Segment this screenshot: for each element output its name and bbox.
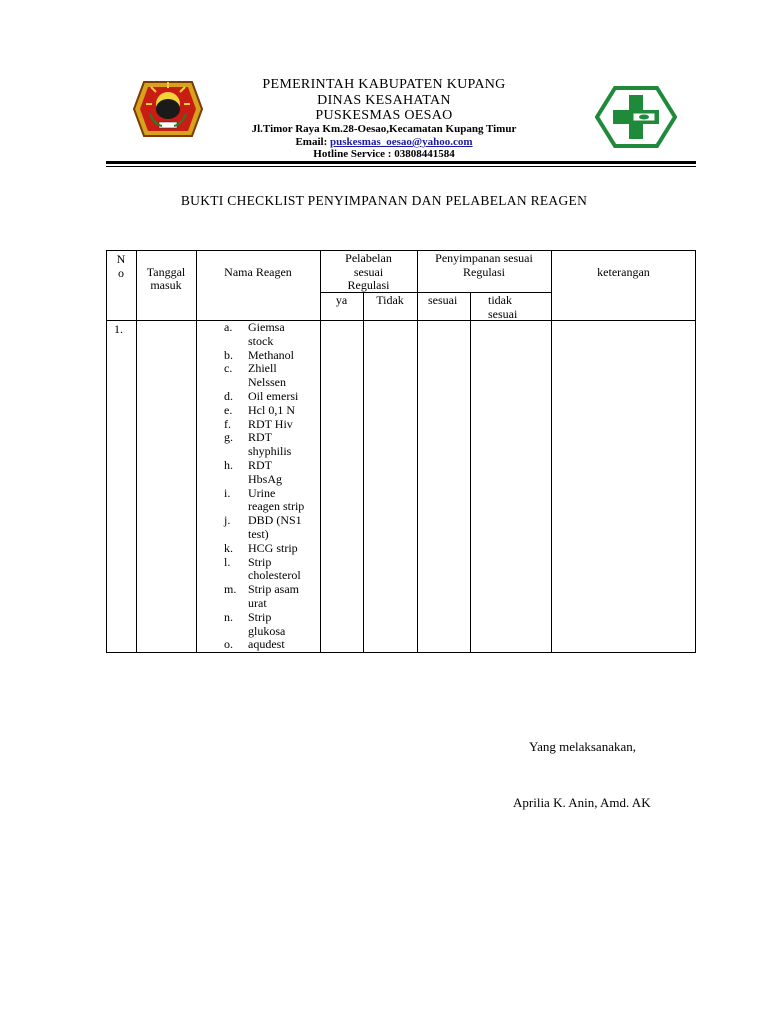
- header-rule-thick: [106, 161, 696, 164]
- reagent-name-line: Hcl 0,1 N: [248, 402, 295, 417]
- reagent-letter: c.: [224, 361, 233, 376]
- reagent-name-line: Strip asam: [248, 582, 299, 597]
- col-pelabelan-line1: Pelabelan: [345, 251, 392, 265]
- header-rule-thin: [106, 166, 696, 167]
- col-keterangan: keterangan: [597, 265, 650, 279]
- reagent-name-line: Urine: [248, 485, 276, 500]
- checklist-table: [106, 250, 696, 653]
- reagent-name-line: DBD (NS1: [248, 513, 302, 528]
- reagent-letter: i.: [224, 485, 231, 500]
- sub-col-tidak: Tidak: [376, 293, 404, 307]
- col-no-line2: o: [118, 266, 124, 280]
- email-link[interactable]: puskesmas_oesao@yahoo.com: [329, 136, 473, 148]
- reagent-name-line: urat: [248, 595, 267, 610]
- col-tanggal-line1: Tanggal: [146, 265, 186, 279]
- col-penyimpanan-line2: Regulasi: [463, 265, 505, 279]
- reagent-letter: o.: [224, 637, 233, 652]
- reagent-name-line: RDT: [248, 457, 272, 472]
- reagent-name-line: RDT: [248, 430, 272, 445]
- reagent-name-line: shyphilis: [248, 444, 292, 459]
- reagent-letter: h.: [224, 457, 233, 472]
- col-tanggal-line2: masuk: [150, 278, 182, 292]
- reagent-letter: b.: [224, 347, 233, 362]
- reagent-name-line: Zhiell: [248, 361, 277, 376]
- reagent-item: [218, 431, 324, 459]
- reagent-name-line: test): [248, 526, 269, 541]
- reagent-letter: g.: [224, 430, 233, 445]
- reagent-item: [218, 349, 324, 363]
- col-pelabelan-line3: Regulasi: [347, 278, 390, 292]
- reagent-item: [218, 583, 324, 611]
- reagent-name-line: reagen strip: [248, 499, 305, 514]
- reagent-item: [218, 321, 324, 349]
- reagent-letter: m.: [224, 582, 237, 597]
- reagent-name-line: stock: [248, 333, 274, 348]
- reagent-name-line: RDT Hiv: [248, 416, 293, 431]
- reagent-letter: l.: [224, 554, 231, 569]
- reagent-name-line: Strip: [248, 554, 272, 569]
- header-line-government: PEMERINTAH KABUPATEN KUPANG: [262, 77, 506, 92]
- sub-col-tidak-sesuai-line2: sesuai: [488, 307, 518, 321]
- reagent-item: [218, 362, 324, 390]
- col-no-line1: N: [116, 252, 126, 266]
- reagent-letter: f.: [224, 416, 231, 431]
- email-label: Email:: [295, 136, 330, 148]
- signature-name: Aprilia K. Anin, Amd. AK: [513, 795, 651, 810]
- reagent-letter: d.: [224, 388, 233, 403]
- reagent-item: [218, 487, 324, 515]
- reagent-letter: e.: [224, 402, 233, 417]
- reagent-name-line: Strip: [248, 609, 272, 624]
- reagent-name-line: Oil emersi: [248, 388, 299, 403]
- reagent-name-line: Methanol: [248, 347, 294, 362]
- row-number: 1.: [114, 322, 123, 336]
- col-nama-reagen: Nama Reagen: [224, 265, 292, 279]
- col-penyimpanan-line1: Penyimpanan sesuai: [435, 251, 533, 265]
- reagent-letter: n.: [224, 609, 233, 624]
- reagent-letter: a.: [224, 320, 233, 334]
- reagent-letter: j.: [224, 513, 231, 528]
- sub-col-tidak-sesuai-line1: tidak: [488, 293, 512, 307]
- reagent-item: [218, 459, 324, 487]
- reagent-name-line: glukosa: [248, 623, 286, 638]
- reagent-item: [218, 611, 324, 639]
- reagent-item: [218, 542, 324, 556]
- reagent-item: [218, 514, 324, 542]
- header-line-puskesmas: PUSKESMAS OESAO: [315, 108, 453, 123]
- reagent-name-line: Nelssen: [248, 375, 286, 390]
- header-email: [0, 136, 768, 148]
- header-line-department: DINAS KESAHATAN: [317, 93, 451, 108]
- header-hotline: Hotline Service : 03808441584: [313, 148, 455, 160]
- reagent-name-line: Giemsa: [248, 320, 285, 334]
- reagent-list: [218, 321, 324, 652]
- reagent-name-line: HbsAg: [248, 471, 283, 486]
- reagent-item: [218, 556, 324, 584]
- reagent-name-line: aqudest: [248, 637, 285, 652]
- col-pelabelan-line2: sesuai: [353, 265, 384, 279]
- reagent-item: [218, 638, 324, 652]
- reagent-letter: k.: [224, 540, 233, 555]
- reagent-name-line: cholesterol: [248, 568, 301, 583]
- sub-col-sesuai: sesuai: [428, 293, 458, 307]
- sub-col-ya: ya: [335, 293, 348, 307]
- reagent-item: [218, 404, 324, 418]
- reagent-name-line: HCG strip: [248, 540, 298, 555]
- signature-caption: Yang melaksanakan,: [529, 739, 636, 754]
- reagent-item: [218, 390, 324, 404]
- header-address: Jl.Timor Raya Km.28-Oesao,Kecamatan Kupang Timur: [251, 123, 517, 135]
- document-title: BUKTI CHECKLIST PENYIMPANAN DAN PELABELAN REAGEN: [180, 193, 588, 208]
- reagent-item: [218, 418, 324, 432]
